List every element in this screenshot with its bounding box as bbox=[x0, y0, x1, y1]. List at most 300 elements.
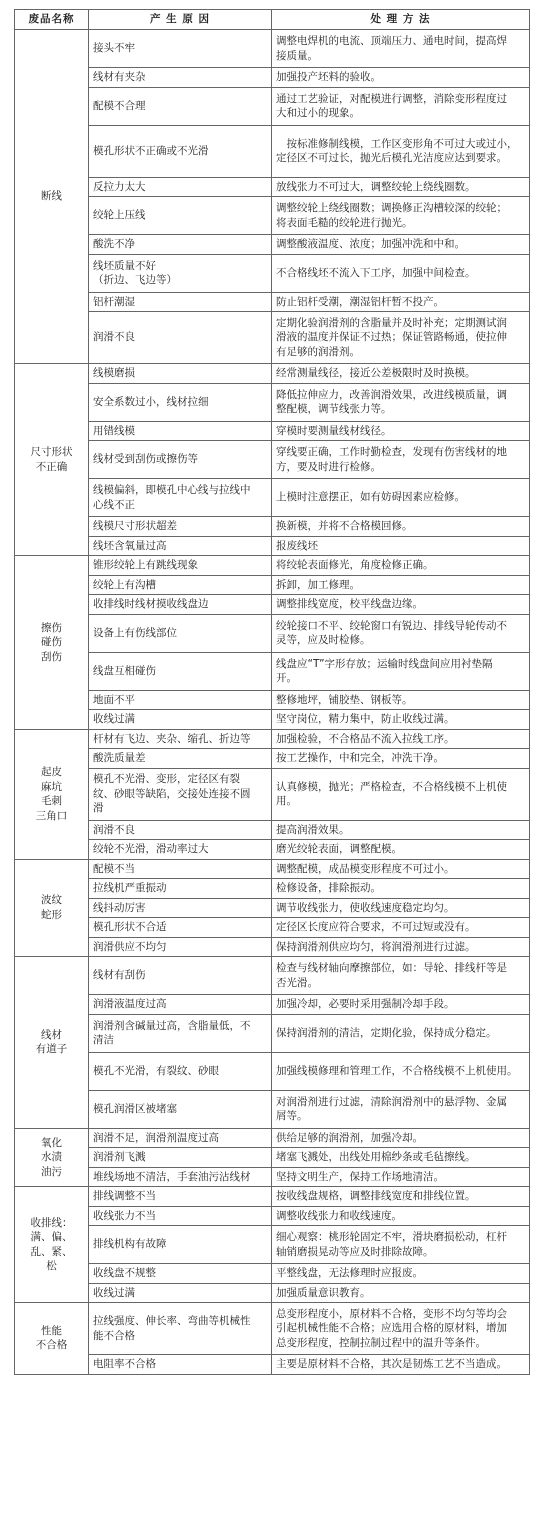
cause-text-line: 配模不当 bbox=[93, 862, 135, 875]
cause-text-line: 心线不正 bbox=[93, 498, 135, 511]
cause-text-line: 线材受到刮伤或擦伤等 bbox=[93, 453, 198, 466]
cause-cell bbox=[89, 898, 272, 918]
solution-text-line: 调整绞轮上绕线圈数；调换修正沟槽较深的绞轮； bbox=[276, 202, 507, 214]
table-row bbox=[15, 292, 530, 312]
table-body bbox=[15, 30, 530, 1375]
cause-text-line: 绞轮不光滑，滑动率过大 bbox=[93, 843, 209, 855]
solution-cell bbox=[272, 957, 530, 995]
cause-cell bbox=[89, 918, 272, 938]
cause-cell bbox=[89, 820, 272, 840]
table-row bbox=[15, 479, 530, 517]
cause-text-line: 拉线强度、伸长率、弯曲等机械性 bbox=[93, 1315, 251, 1327]
category-name-line: 波纹 bbox=[41, 894, 62, 907]
table-row bbox=[15, 729, 530, 749]
cause-text-line: 接头不牢 bbox=[93, 42, 135, 55]
cause-text-line: 线材有刮伤 bbox=[93, 969, 146, 982]
cause-text-line: 线盘互相碰伤 bbox=[93, 664, 156, 677]
solution-text-line: 加强投产坯料的验收。 bbox=[276, 71, 381, 83]
header-row bbox=[15, 10, 530, 30]
table-row bbox=[15, 556, 530, 576]
table-row bbox=[15, 1014, 530, 1052]
cause-text-line: 模孔润滑区被堵塞 bbox=[93, 1102, 177, 1115]
cause-text-line: 铝杆潮湿 bbox=[93, 295, 135, 308]
table-row bbox=[15, 595, 530, 615]
category-name-line: 水渍 bbox=[41, 1151, 62, 1163]
cause-text-line: 润滑剂飞溅 bbox=[93, 1151, 146, 1163]
cause-cell bbox=[89, 614, 272, 652]
defect-table bbox=[14, 9, 530, 1375]
solution-text-line: 换新模，并将不合格模回修。 bbox=[276, 520, 413, 532]
table-row bbox=[15, 1052, 530, 1090]
solution-text-line: 检查与线材轴向摩擦部位，如：导轮、排线杆等是 bbox=[276, 962, 507, 974]
solution-text-line: 不合格线坯不流入下工序，加强中间检查。 bbox=[276, 266, 476, 279]
solution-text-line: 有足够的润滑剂。 bbox=[276, 345, 360, 358]
cause-cell bbox=[89, 1052, 272, 1090]
cause-cell bbox=[89, 68, 272, 88]
cause-cell bbox=[89, 749, 272, 769]
table-row bbox=[15, 197, 530, 235]
solution-text-line: 整配模，调节线张力等。 bbox=[276, 403, 392, 415]
solution-text-line: 引起机械性能不合格；应选用合格的原材料，增加 bbox=[276, 1322, 507, 1335]
cause-cell bbox=[89, 1187, 272, 1207]
solution-text-line: 调整收线张力和收线速度。 bbox=[276, 1209, 402, 1222]
cause-text-line: 收线过满 bbox=[93, 713, 135, 725]
solution-cell bbox=[272, 820, 530, 840]
cause-cell bbox=[89, 312, 272, 364]
cause-text-line: 线抖动厉害 bbox=[93, 901, 146, 914]
solution-text-line: 调整电焊机的电流、顶端压力、通电时间，提高焊 bbox=[276, 35, 507, 47]
table-row bbox=[15, 1355, 530, 1375]
table-row bbox=[15, 614, 530, 652]
solution-text-line: 接质量。 bbox=[276, 49, 318, 62]
solution-text-line: 定径区长度应符合要求，不可过短或没有。 bbox=[276, 921, 476, 933]
solution-text-line: 报废线坯 bbox=[276, 539, 318, 552]
cause-cell bbox=[89, 254, 272, 292]
table-row bbox=[15, 1206, 530, 1226]
solution-cell bbox=[272, 68, 530, 88]
cause-text-line: 润滑供应不均匀 bbox=[93, 940, 167, 953]
solution-text-line: 降低拉伸应力，改善润滑效果，改进线模质量，调 bbox=[276, 388, 507, 401]
cause-cell bbox=[89, 879, 272, 899]
solution-cell bbox=[272, 840, 530, 860]
cause-cell bbox=[89, 1206, 272, 1226]
cause-cell bbox=[89, 517, 272, 537]
cause-text-line: 润滑剂含碱量过高，含脂量低，不 bbox=[93, 1019, 251, 1032]
cause-text-line: 绞轮上有沟槽 bbox=[93, 578, 156, 591]
defect-category bbox=[15, 957, 89, 1129]
cause-text-line: 模孔不光滑，有裂纹、砂眼 bbox=[93, 1064, 219, 1077]
cause-cell bbox=[89, 292, 272, 312]
defect-category bbox=[15, 30, 89, 364]
table-row bbox=[15, 125, 530, 177]
table-row bbox=[15, 1226, 530, 1264]
category-name-line: 满、偏、 bbox=[30, 1231, 73, 1243]
solution-cell bbox=[272, 1167, 530, 1187]
cause-cell bbox=[89, 840, 272, 860]
cause-cell bbox=[89, 729, 272, 749]
solution-cell bbox=[272, 898, 530, 918]
table-row bbox=[15, 879, 530, 899]
solution-cell bbox=[272, 312, 530, 364]
solution-text-line: 方，要及时进行检修。 bbox=[276, 460, 381, 473]
table-row bbox=[15, 1303, 530, 1355]
solution-text-line: 滑液的温度并保证不过热；保证管路畅通，使拉伸 bbox=[276, 331, 507, 344]
solution-text-line: 大和过小的现象。 bbox=[276, 107, 360, 119]
table-row bbox=[15, 1187, 530, 1207]
cause-text-line: 润滑不良 bbox=[93, 331, 135, 344]
table-row bbox=[15, 312, 530, 364]
cause-cell bbox=[89, 1090, 272, 1128]
cause-cell bbox=[89, 1355, 272, 1375]
cause-text-line: 清洁 bbox=[93, 1034, 114, 1046]
table-row bbox=[15, 235, 530, 255]
cause-text-line: 线模偏斜，即模孔中心线与拉线中 bbox=[93, 484, 251, 496]
category-name-line: 不正确 bbox=[35, 460, 68, 473]
cause-cell bbox=[89, 1014, 272, 1052]
table-row bbox=[15, 690, 530, 710]
cause-cell bbox=[89, 859, 272, 879]
solution-cell bbox=[272, 1206, 530, 1226]
solution-text-line: 保持润滑剂的清洁，定期化验，保持成分稳定。 bbox=[276, 1026, 497, 1039]
cause-cell bbox=[89, 441, 272, 479]
cause-text-line: 滑 bbox=[93, 802, 104, 815]
table-row bbox=[15, 30, 530, 68]
solution-cell bbox=[272, 479, 530, 517]
solution-cell bbox=[272, 1148, 530, 1168]
category-name-line: 氧化 bbox=[41, 1136, 62, 1149]
solution-text-line: 提高润滑效果。 bbox=[276, 823, 350, 836]
solution-cell bbox=[272, 652, 530, 690]
table-row bbox=[15, 1283, 530, 1303]
solution-cell bbox=[272, 1303, 530, 1355]
cause-text-line: 绞轮上压线 bbox=[93, 209, 146, 222]
table-row bbox=[15, 898, 530, 918]
cause-text-line: 模孔不光滑、变形，定径区有裂 bbox=[93, 773, 240, 786]
cause-cell bbox=[89, 1226, 272, 1264]
solution-cell bbox=[272, 595, 530, 615]
cause-cell bbox=[89, 479, 272, 517]
solution-text-line: 调整排线宽度，校平线盘边缘。 bbox=[276, 598, 423, 610]
category-name-line: 麻坑 bbox=[41, 780, 62, 793]
cause-text-line: 线模尺寸形状超差 bbox=[93, 520, 177, 532]
cause-cell bbox=[89, 536, 272, 556]
solution-cell bbox=[272, 937, 530, 957]
table-row bbox=[15, 536, 530, 556]
solution-cell bbox=[272, 421, 530, 441]
defect-category bbox=[15, 729, 89, 859]
table-row bbox=[15, 840, 530, 860]
cause-text-line: 排线机构有故障 bbox=[93, 1238, 167, 1251]
solution-text-line: 将表面毛糙的绞轮进行抛光。 bbox=[276, 216, 413, 229]
solution-text-line: 认真修模，抛光；严格检查，不合格线模不上机使 bbox=[276, 780, 507, 793]
table-row bbox=[15, 177, 530, 197]
solution-text-line: 堵塞飞溅处，出线处用棉纱条或毛毡擦线。 bbox=[276, 1151, 476, 1163]
cause-text-line: 线材有夹杂 bbox=[93, 71, 146, 83]
solution-cell bbox=[272, 1128, 530, 1148]
cause-cell bbox=[89, 957, 272, 995]
cause-text-line: 收排线时线材摸收线盘边 bbox=[93, 598, 209, 610]
cause-cell bbox=[89, 1303, 272, 1355]
category-name-line: 蛇形 bbox=[41, 908, 62, 921]
solution-text-line: 线盘应“T”字形存放；运输时线盘间应用衬垫隔 bbox=[276, 657, 493, 670]
cause-text-line: 润滑不良 bbox=[93, 823, 135, 836]
cause-text-line: 模孔形状不正确或不光滑 bbox=[93, 144, 209, 157]
solution-text-line: 整修地坪，铺胶垫、钢板等。 bbox=[276, 693, 413, 706]
solution-text-line: 轴销磨损晃动等应及时排除故障。 bbox=[276, 1245, 434, 1258]
solution-text-line: 用。 bbox=[276, 795, 297, 807]
table-row bbox=[15, 652, 530, 690]
solution-text-line: 调节收线张力，使收线速度稳定均匀。 bbox=[276, 901, 455, 914]
cause-text-line: 配模不合理 bbox=[93, 99, 146, 112]
solution-cell bbox=[272, 575, 530, 595]
cause-text-line: 线坯质量不好 bbox=[93, 259, 156, 272]
solution-text-line: 调整酸液温度、浓度；加强冲洗和中和。 bbox=[276, 238, 465, 250]
cause-cell bbox=[89, 30, 272, 68]
solution-cell bbox=[272, 918, 530, 938]
solution-text-line: 加强质量意识教育。 bbox=[276, 1286, 371, 1299]
defect-category bbox=[15, 1187, 89, 1303]
solution-text-line: 平整线盘，无法修理时应报废。 bbox=[276, 1267, 423, 1279]
solution-cell bbox=[272, 1355, 530, 1375]
solution-cell bbox=[272, 1226, 530, 1264]
table-row bbox=[15, 820, 530, 840]
solution-text-line: 检修设备，排除振动。 bbox=[276, 882, 381, 894]
table-row bbox=[15, 957, 530, 995]
cause-text-line: 锥形绞轮上有跳线现象 bbox=[93, 559, 198, 571]
solution-text-line: 加强冷却，必要时采用强制冷却手段。 bbox=[276, 998, 455, 1010]
solution-text-line: 加强检验，不合格品不流入拉线工序。 bbox=[276, 732, 455, 745]
solution-text-line: 开。 bbox=[276, 672, 297, 684]
cause-text-line: 线坯含氧量过高 bbox=[93, 539, 167, 552]
solution-text-line: 加强线模修理和管理工作，不合格线模不上机使用。 bbox=[276, 1064, 518, 1077]
solution-text-line: 供给足够的润滑剂，加强冷却。 bbox=[276, 1131, 423, 1144]
solution-text-line: 定期化验润滑剂的含脂量并及时补充；定期测试润 bbox=[276, 316, 507, 329]
cause-text-line: 设备上有伤线部位 bbox=[93, 626, 177, 639]
solution-cell bbox=[272, 536, 530, 556]
solution-cell bbox=[272, 383, 530, 421]
table-row bbox=[15, 517, 530, 537]
solution-text-line: 按收线盘规格，调整排线宽度和排线位置。 bbox=[276, 1190, 476, 1202]
solution-cell bbox=[272, 1014, 530, 1052]
cause-text-line: 模孔形状不合适 bbox=[93, 921, 167, 933]
solution-cell bbox=[272, 749, 530, 769]
cause-text-line: 杆材有飞边、夹杂、缩孔、折边等 bbox=[93, 732, 251, 745]
solution-text-line: 屑等。 bbox=[276, 1110, 308, 1122]
defect-category bbox=[15, 1303, 89, 1375]
cause-text-line: 能不合格 bbox=[93, 1329, 135, 1342]
cause-cell bbox=[89, 87, 272, 125]
cause-text-line: 酸洗不净 bbox=[93, 238, 135, 250]
cause-cell bbox=[89, 125, 272, 177]
cause-text-line: 酸洗质量差 bbox=[93, 752, 146, 764]
solution-text-line: 调整配模，成品模变形程度不可过小。 bbox=[276, 862, 455, 875]
cause-text-line: 堆线场地不清洁，手套油污沾线材 bbox=[93, 1170, 251, 1183]
solution-text-line: 主要是原材料不合格，其次是韧炼工艺不当造成。 bbox=[276, 1358, 507, 1370]
cause-text-line: 地面不平 bbox=[93, 693, 135, 706]
category-name-line: 收排线： bbox=[30, 1216, 73, 1229]
cause-cell bbox=[89, 235, 272, 255]
cause-text-line: 收线盘不规整 bbox=[93, 1267, 156, 1279]
cause-text-line: 收线张力不当 bbox=[93, 1209, 156, 1222]
cause-cell bbox=[89, 995, 272, 1015]
solution-cell bbox=[272, 1052, 530, 1090]
solution-text-line: 按标准修制线模，工作区变形角不可过大或过小， bbox=[276, 137, 518, 150]
cause-cell bbox=[89, 177, 272, 197]
table-row bbox=[15, 441, 530, 479]
solution-text-line: 拆卸，加工修理。 bbox=[276, 578, 360, 591]
defect-category bbox=[15, 364, 89, 556]
table-row bbox=[15, 1090, 530, 1128]
solution-cell bbox=[272, 690, 530, 710]
solution-cell bbox=[272, 364, 530, 384]
cause-text-line: 线模磨损 bbox=[93, 367, 135, 379]
category-name-line: 刮伤 bbox=[41, 650, 62, 663]
solution-text-line: 坚持文明生产，保持工作场地清洁。 bbox=[276, 1170, 444, 1183]
table-row bbox=[15, 995, 530, 1015]
solution-text-line: 否光滑。 bbox=[276, 976, 318, 989]
solution-text-line: 经常测量线径，接近公差极限时及时换模。 bbox=[276, 367, 476, 379]
solution-cell bbox=[272, 1187, 530, 1207]
solution-text-line: 磨光绞轮表面，调整配模。 bbox=[276, 843, 402, 855]
solution-cell bbox=[272, 614, 530, 652]
category-name-line: 有道子 bbox=[35, 1043, 68, 1056]
solution-cell bbox=[272, 768, 530, 820]
solution-text-line: 将绞轮表面修光，角度检修正确。 bbox=[276, 559, 434, 571]
cause-text-line: 拉线机严重振动 bbox=[93, 882, 167, 894]
cause-cell bbox=[89, 575, 272, 595]
table-row bbox=[15, 768, 530, 820]
category-name-line: 乱、紧、 bbox=[30, 1245, 73, 1258]
solution-cell bbox=[272, 441, 530, 479]
table-row bbox=[15, 859, 530, 879]
table-row bbox=[15, 918, 530, 938]
cause-text-line: 电阻率不合格 bbox=[93, 1358, 156, 1370]
category-name-line: 毛刺 bbox=[41, 795, 62, 807]
table-row bbox=[15, 1128, 530, 1148]
solution-cell bbox=[272, 710, 530, 730]
solution-cell bbox=[272, 517, 530, 537]
cause-cell bbox=[89, 1167, 272, 1187]
cause-text-line: 收线过满 bbox=[93, 1286, 135, 1299]
solution-text-line: 坚守岗位，精力集中，防止收线过满。 bbox=[276, 713, 455, 725]
solution-cell bbox=[272, 1090, 530, 1128]
solution-cell bbox=[272, 30, 530, 68]
category-name-line: 油污 bbox=[41, 1165, 62, 1178]
solution-text-line: 防止铝杆受潮，潮湿铝杆暂不投产。 bbox=[276, 295, 444, 308]
cause-text-line: 安全系数过小，线材拉细 bbox=[93, 395, 209, 408]
solution-text-line: 通过工艺验证，对配模进行调整，消除变形程度过 bbox=[276, 92, 507, 105]
cause-cell bbox=[89, 197, 272, 235]
cause-text-line: 润滑不足，润滑剂温度过高 bbox=[93, 1131, 219, 1144]
solution-text-line: 穿线要正确，工作时勤检查，发现有伤害线材的地 bbox=[276, 446, 507, 458]
table-row bbox=[15, 575, 530, 595]
category-name-line: 尺寸形状 bbox=[30, 446, 73, 458]
solution-text-line: 按工艺操作，中和完全，冲洗干净。 bbox=[276, 752, 444, 764]
solution-cell bbox=[272, 292, 530, 312]
category-name-line: 起皮 bbox=[41, 766, 62, 778]
solution-text-line: 总变形程度小，原材料不合格，变形不均匀等均会 bbox=[276, 1307, 507, 1320]
solution-text-line: 放线张力不可过大，调整绞轮上绕线圈数。 bbox=[276, 180, 476, 193]
category-name-line: 擦伤 bbox=[41, 621, 62, 634]
cause-text-line: 反拉力太大 bbox=[93, 180, 146, 193]
solution-cell bbox=[272, 879, 530, 899]
solution-cell bbox=[272, 556, 530, 576]
table-row bbox=[15, 421, 530, 441]
solution-text-line: 上模时注意摆正，如有妨碍因素应检修。 bbox=[276, 491, 465, 504]
cause-cell bbox=[89, 1148, 272, 1168]
cause-cell bbox=[89, 556, 272, 576]
category-name-line: 不合格 bbox=[35, 1339, 68, 1352]
table-row bbox=[15, 1264, 530, 1284]
table-row bbox=[15, 1148, 530, 1168]
cause-text-line: 润滑液温度过高 bbox=[93, 998, 167, 1010]
cause-text-line: 排线调整不当 bbox=[93, 1190, 156, 1202]
table-row bbox=[15, 749, 530, 769]
table-row bbox=[15, 364, 530, 384]
header-cause: 产 生 原 因 bbox=[89, 10, 272, 30]
solution-text-line: 保持润滑剂供应均匀，将润滑剂进行过滤。 bbox=[276, 940, 476, 953]
solution-cell bbox=[272, 1264, 530, 1284]
solution-cell bbox=[272, 87, 530, 125]
solution-cell bbox=[272, 235, 530, 255]
solution-cell bbox=[272, 1283, 530, 1303]
table-row bbox=[15, 1167, 530, 1187]
table-row bbox=[15, 383, 530, 421]
category-name-line: 碰伤 bbox=[41, 636, 62, 648]
solution-text-line: 对润滑剂进行过滤，清除润滑剂中的悬浮物、金属 bbox=[276, 1095, 507, 1108]
defect-category bbox=[15, 556, 89, 730]
solution-text-line: 绞轮接口不平、绞轮窗口有锐边、排线导轮传动不 bbox=[276, 619, 507, 632]
solution-cell bbox=[272, 125, 530, 177]
cause-text-line: 纹、砂眼等缺陷，交接处连接不圆 bbox=[93, 787, 251, 800]
cause-cell bbox=[89, 1264, 272, 1284]
cause-cell bbox=[89, 710, 272, 730]
cause-cell bbox=[89, 595, 272, 615]
cause-cell bbox=[89, 364, 272, 384]
category-name-line: 松 bbox=[46, 1260, 57, 1272]
cause-cell bbox=[89, 690, 272, 710]
defect-category bbox=[15, 1128, 89, 1187]
cause-cell bbox=[89, 937, 272, 957]
solution-cell bbox=[272, 859, 530, 879]
table-row bbox=[15, 937, 530, 957]
solution-text-line: 总变形程度，控制拉制过程中的温升等条件。 bbox=[276, 1336, 486, 1349]
category-name-line: 断线 bbox=[41, 190, 62, 203]
solution-text-line: 灵等，应及时检修。 bbox=[276, 634, 371, 646]
header-solution: 处 理 方 法 bbox=[272, 10, 530, 30]
solution-cell bbox=[272, 177, 530, 197]
table-row bbox=[15, 710, 530, 730]
cause-text-line: （折边、飞边等） bbox=[93, 274, 177, 286]
cause-cell bbox=[89, 421, 272, 441]
solution-text-line: 定径区不可过长，抛光后模孔光洁度应达到要求。 bbox=[276, 152, 507, 164]
cause-cell bbox=[89, 383, 272, 421]
solution-cell bbox=[272, 197, 530, 235]
cause-text-line: 用错线模 bbox=[93, 424, 135, 437]
solution-cell bbox=[272, 729, 530, 749]
table-row bbox=[15, 68, 530, 88]
solution-cell bbox=[272, 995, 530, 1015]
solution-text-line: 穿模时要测量线材线径。 bbox=[276, 424, 392, 437]
solution-text-line: 细心观察：桃形轮固定不牢，滑块磨损松动，杠杆 bbox=[276, 1231, 507, 1243]
category-name-line: 性能 bbox=[41, 1324, 62, 1337]
table-row bbox=[15, 254, 530, 292]
category-name-line: 线材 bbox=[41, 1028, 62, 1041]
cause-cell bbox=[89, 652, 272, 690]
table-row bbox=[15, 87, 530, 125]
cause-cell bbox=[89, 1283, 272, 1303]
cause-cell bbox=[89, 1128, 272, 1148]
